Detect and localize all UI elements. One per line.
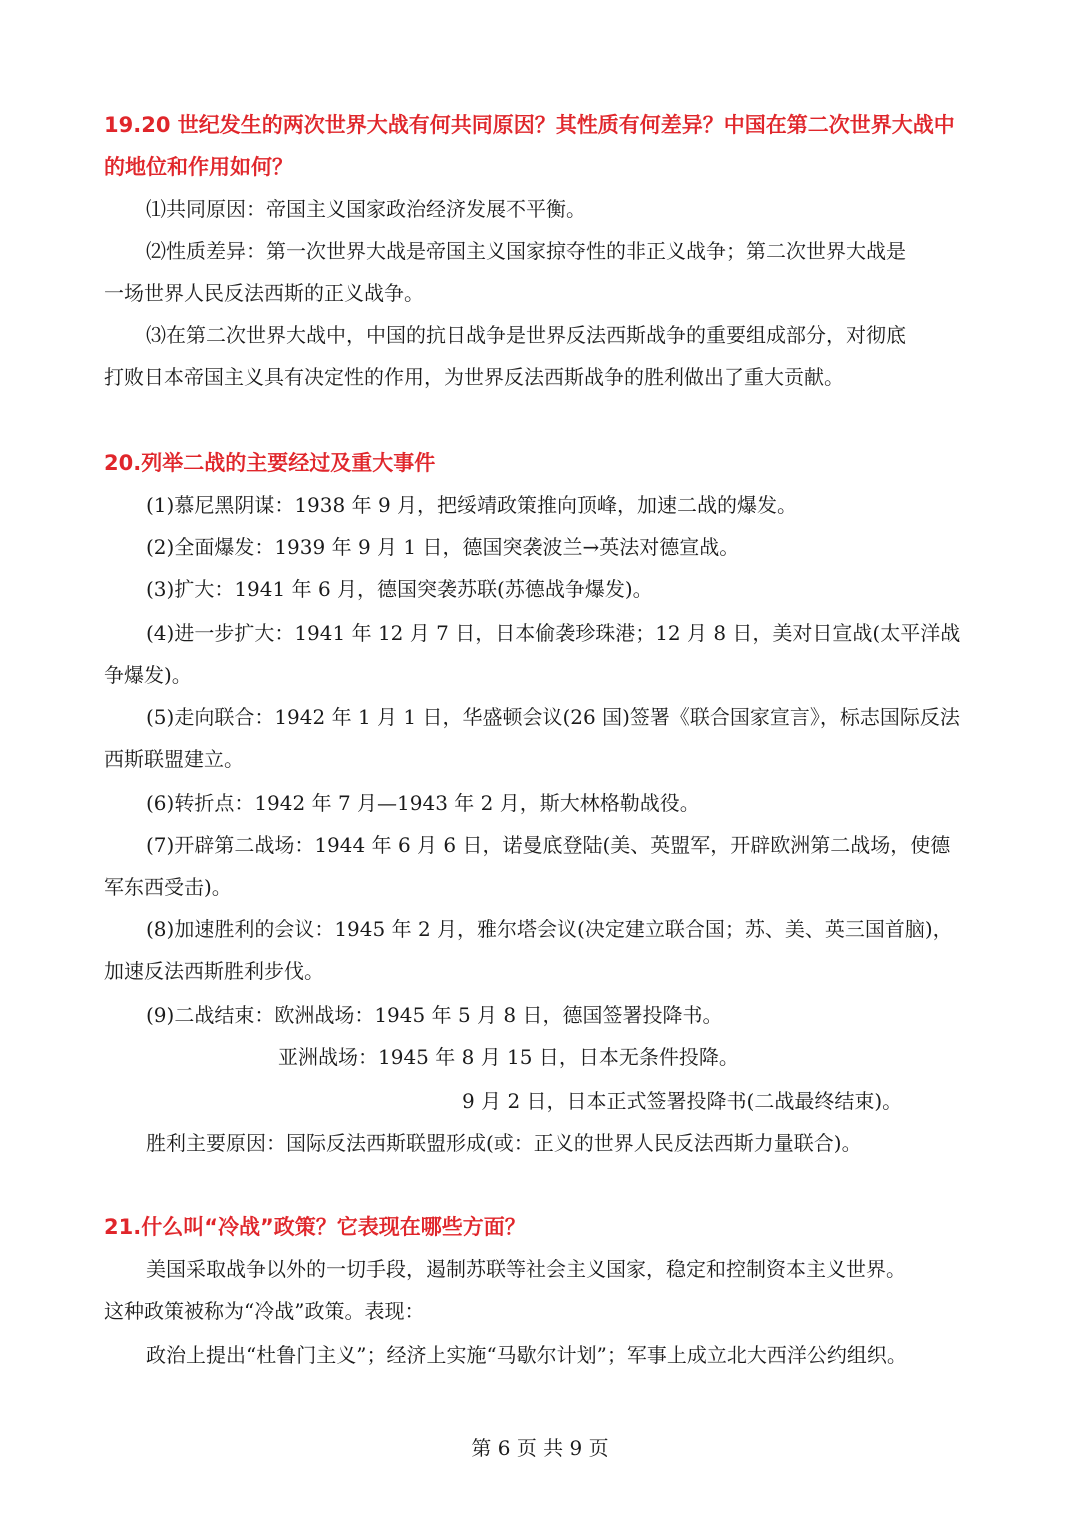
q20-item-5-line-1 xyxy=(104,696,984,738)
q20-item-2 xyxy=(104,526,984,568)
q21-answer-1-line-1 xyxy=(104,1248,984,1290)
q20-item-4-line-2: 争爆发)。 xyxy=(104,663,192,687)
q20-item-8-line-2: 加速反法西斯胜利步伐。 xyxy=(104,959,324,983)
q20-item-6-text: (6)转折点：1942 年 7 月—1943 年 2 月，斯大林格勒战役。 xyxy=(146,791,700,815)
q21-answer-1-text-1: 美国采取战争以外的一切手段，遏制苏联等社会主义国家，稳定和控制资本主义世界。 xyxy=(146,1257,906,1281)
question-21-title: 21.什么叫“冷战”政策？它表现在哪些方面？ xyxy=(104,1215,526,1239)
q20-item-7-text-1: (7)开辟第二战场：1944 年 6 月 6 日，诺曼底登陆(美、英盟军，开辟欧洲第二战场，使德 xyxy=(146,833,951,857)
q20-item-1-text: (1)慕尼黑阴谋：1938 年 9 月，把绥靖政策推向顶峰，加速二战的爆发。 xyxy=(146,493,798,517)
q20-item-9-text-1: (9)二战结束：欧洲战场：1945 年 5 月 8 日，德国签署投降书。 xyxy=(146,1003,723,1027)
q20-item-4-text-1: (4)进一步扩大：1941 年 12 月 7 日，日本偷袭珍珠港；12 月 8 日，美对日宣战(太平洋战 xyxy=(146,621,961,645)
q19-answer-2-line-1 xyxy=(104,230,984,272)
q20-victory-reason-text: 胜利主要原因：国际反法西斯联盟形成(或：正义的世界人民反法西斯力量联合)。 xyxy=(146,1131,862,1155)
q20-item-7-line-2: 军东西受击)。 xyxy=(104,875,232,899)
q19-answer-1 xyxy=(104,188,984,230)
q20-victory-reason xyxy=(104,1122,984,1164)
q20-item-4-line-1 xyxy=(104,612,984,654)
question-19-title-line-2: 的地位和作用如何？ xyxy=(104,155,293,179)
q20-item-9-line-2: 亚洲战场：1945 年 8 月 15 日，日本无条件投降。 xyxy=(278,1045,739,1069)
q20-item-2-text: (2)全面爆发：1939 年 9 月 1 日，德国突袭波兰→英法对德宣战。 xyxy=(146,535,740,559)
q19-answer-1-text: ⑴共同原因：帝国主义国家政治经济发展不平衡。 xyxy=(146,197,586,221)
q20-item-1 xyxy=(104,484,984,526)
q21-answer-2-text: 政治上提出“杜鲁门主义”；经济上实施“马歇尔计划”；军事上成立北大西洋公约组织。 xyxy=(146,1343,907,1367)
page-number-footer: 第 6 页 共 9 页 xyxy=(471,1436,609,1460)
q19-answer-2-line-2: 一场世界人民反法西斯的正义战争。 xyxy=(104,281,424,305)
question-20-title: 20.列举二战的主要经过及重大事件 xyxy=(104,451,436,475)
q20-item-7-line-1 xyxy=(104,824,984,866)
q20-item-8-line-1 xyxy=(104,908,984,950)
question-19-title-line-1: 19.20 世纪发生的两次世界大战有何共同原因？其性质有何差异？中国在第二次世界大战中 xyxy=(104,113,955,137)
q19-answer-3-line-1 xyxy=(104,314,984,356)
q20-item-5-line-2: 西斯联盟建立。 xyxy=(104,747,244,771)
q19-answer-2-text-1: ⑵性质差异：第一次世界大战是帝国主义国家掠夺性的非正义战争；第二次世界大战是 xyxy=(146,239,906,263)
q21-answer-1-line-2: 这种政策被称为“冷战”政策。表现： xyxy=(104,1299,425,1323)
q20-item-9-line-3: 9 月 2 日，日本正式签署投降书(二战最终结束)。 xyxy=(462,1089,903,1113)
q20-item-8-text-1: (8)加速胜利的会议：1945 年 2 月，雅尔塔会议(决定建立联合国；苏、美、英三国首脑)， xyxy=(146,917,953,941)
q20-item-6 xyxy=(104,782,984,824)
q21-answer-2 xyxy=(104,1334,984,1376)
q20-item-9-line-1 xyxy=(104,994,984,1036)
q20-item-3-text: (3)扩大：1941 年 6 月，德国突袭苏联(苏德战争爆发)。 xyxy=(146,577,653,601)
q20-item-5-text-1: (5)走向联合：1942 年 1 月 1 日，华盛顿会议(26 国)签署《联合国家宣言》，标志国际反法 xyxy=(146,705,960,729)
q19-answer-3-line-2: 打败日本帝国主义具有决定性的作用，为世界反法西斯战争的胜利做出了重大贡献。 xyxy=(104,365,844,389)
q19-answer-3-text-1: ⑶在第二次世界大战中，中国的抗日战争是世界反法西斯战争的重要组成部分，对彻底 xyxy=(146,323,906,347)
q20-item-3 xyxy=(104,568,984,610)
